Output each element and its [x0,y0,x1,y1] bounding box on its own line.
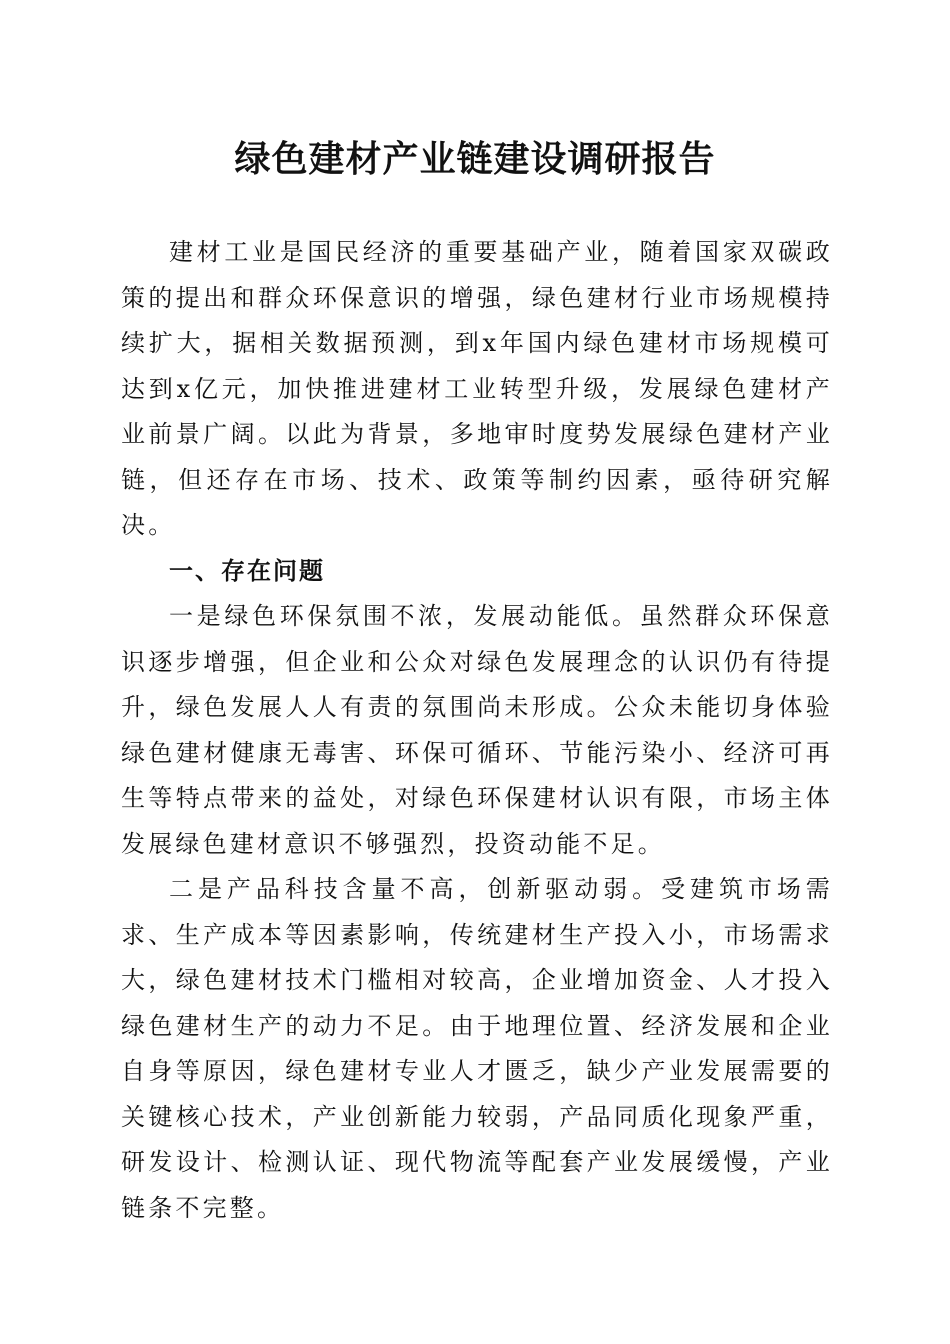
problem-paragraph-1 [121,594,833,867]
document-title: 绿色建材产业链建设调研报告 [234,138,716,180]
problem-1-lead: 一是绿色环保氛围不浓，发展动能低。 [169,602,640,630]
intro-paragraph: 建材工业是国民经济的重要基础产业，随着国家双碳政策的提出和群众环保意识的增强，绿色建材行业市场规模持续扩大，据相关数据预测，到x年国内绿色建材市场规模可达到x亿元，加快推进建材工业转型升级，发展绿色建材产业前景广阔。以此为背景，多地审时度势发展绿色建材产业链，但还存在市场、技术、政策等制约因素，亟待研究解决。 [121,238,833,539]
problem-1-text: 虽然群众环保意识逐步增强，但企业和公众对绿色发展理念的认识仍有待提升，绿色发展人人有责的氛围尚未形成。公众未能切身体验绿色建材健康无毒害、环保可循环、节能污染小、经济可再生等特点带来的益处，对绿色环保建材认识有限，市场主体发展绿色建材意识不够强烈，投资动能不足。 [121,602,833,858]
document-body [121,230,833,1231]
problem-2-text: 受建筑市场需求、生产成本等因素影响，传统建材生产投入小，市场需求大，绿色建材技术门槛相对较高，企业增加资金、人才投入绿色建材生产的动力不足。由于地理位置、经济发展和企业自身等原因，绿色建材专业人才匮乏，缺少产业发展需要的关键核心技术，产业创新能力较弱，产品同质化现象严重，研发设计、检测认证、现代物流等配套产业发展缓慢，产业链条不完整。 [121,875,834,1222]
problem-paragraph-2 [121,867,833,1231]
section-heading: 一、存在问题 [169,556,325,585]
problem-2-lead: 二是产品科技含量不高，创新驱动弱。 [169,875,662,903]
